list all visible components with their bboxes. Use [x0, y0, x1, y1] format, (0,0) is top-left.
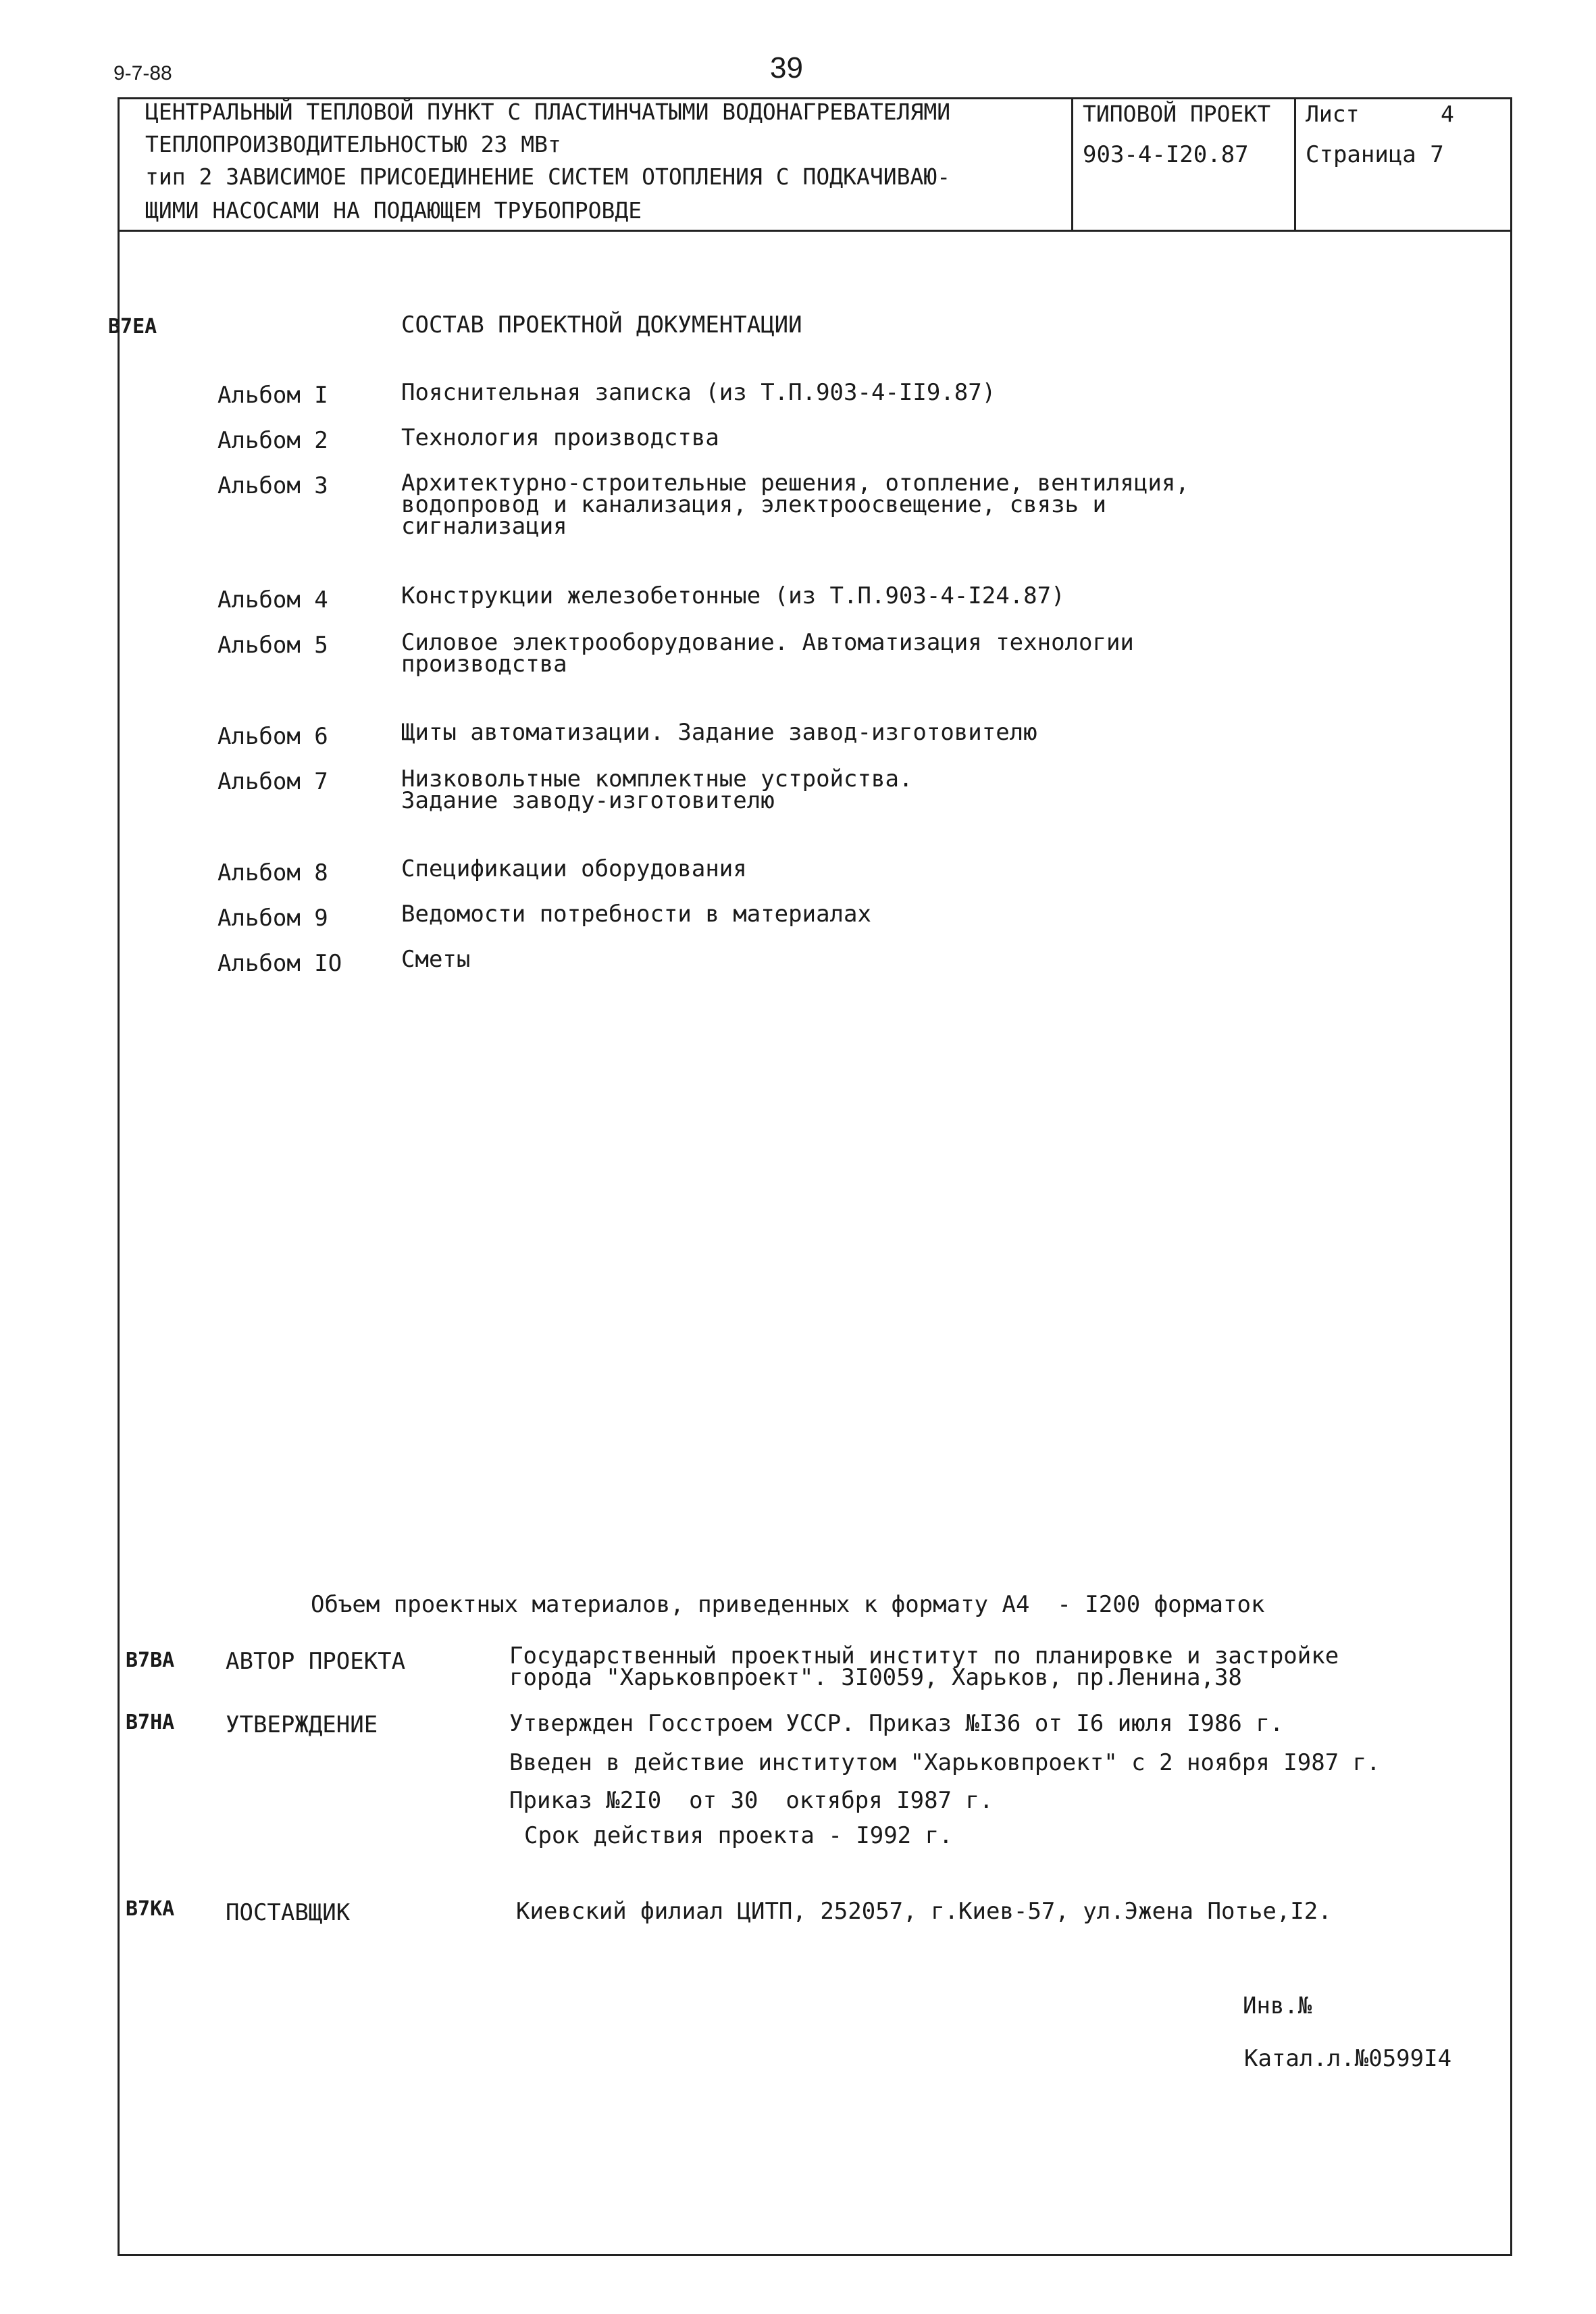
volume-statement: Объем проектных материалов, приведенных к формату А4 - I200 форматок: [311, 1591, 1265, 1618]
album-label: Альбом 7: [217, 768, 328, 795]
album-label: Альбом 9: [217, 905, 328, 932]
title-block: [120, 99, 1510, 232]
author-label: АВТОР ПРОЕКТА: [226, 1648, 406, 1675]
album-label: Альбом 3: [217, 472, 328, 499]
project-label: ТИПОВОЙ ПРОЕКТ: [1083, 101, 1271, 127]
album-description: Пояснительная записка (из Т.П.903-4-II9.87): [401, 379, 996, 406]
document-code: 9-7-88: [113, 62, 172, 84]
album-description: Ведомости потребности в материалах: [401, 901, 871, 928]
album-description: Сметы: [401, 946, 471, 973]
supplier-label: ПОСТАВЩИК: [226, 1899, 351, 1926]
album-description: Силовое электрооборудование. Автоматизация технологии производства: [401, 629, 1134, 678]
approval-line-3: Приказ №2I0 от 30 октября I987 г.: [509, 1787, 994, 1814]
sheet-number: 4: [1441, 101, 1454, 127]
author-code: В7ВА: [126, 1649, 175, 1672]
album-label: Альбом 5: [217, 632, 328, 659]
album-label: Альбом 6: [217, 723, 328, 750]
album-description: Низковольтные комплектные устройства. Задание заводу-изготовителю: [401, 765, 913, 814]
album-description: Щиты автоматизации. Задание завод-изготовителю: [401, 719, 1037, 746]
approval-code: В7НА: [126, 1711, 175, 1734]
album-description: Архитектурно-строительные решения, отопление, вентиляция, водопровод и канализация, электроосвещение, связь и сигнализация: [401, 470, 1189, 540]
album-label: Альбом I: [217, 382, 328, 409]
album-label: Альбом 8: [217, 859, 328, 886]
author-line-1: Государственный проектный институт по планировке и застройке: [509, 1642, 1339, 1669]
album-label: Альбом 2: [217, 427, 328, 454]
project-number: 903-4-I20.87: [1083, 141, 1249, 168]
title-block-project: [1073, 99, 1296, 230]
album-label: Альбом IO: [217, 950, 342, 977]
composition-heading: СОСТАВ ПРОЕКТНОЙ ДОКУМЕНТАЦИИ: [401, 311, 802, 338]
document-frame: [118, 97, 1512, 2256]
approval-line-2: Введен в действие институтом "Харьковпроект" с 2 ноября I987 г.: [509, 1749, 1381, 1776]
album-label: Альбом 4: [217, 586, 328, 613]
sheet-label: Лист: [1306, 101, 1360, 127]
approval-line-4: Срок действия проекта - I992 г.: [524, 1822, 953, 1849]
supplier-code: В7КА: [126, 1897, 175, 1921]
page-number: 39: [770, 51, 803, 84]
album-description: Технология производства: [401, 424, 719, 451]
supplier-text: Киевский филиал ЦИТП, 252057, г.Киев-57, ул.Эжена Потье,I2.: [516, 1898, 1332, 1925]
title-line-2: ТЕПЛОПРОИЗВОДИТЕЛЬНОСТЬЮ 23 МВт: [145, 131, 561, 157]
author-line-2: города "Харьковпроект". 3I0059, Харьков, пр.Ленина,38: [509, 1664, 1242, 1691]
page-label: Страница 7: [1306, 141, 1444, 168]
catalog-number: Катал.л.№0599I4: [1244, 2045, 1452, 2072]
title-line-3: тип 2 ЗАВИСИМОЕ ПРИСОЕДИНЕНИЕ СИСТЕМ ОТОПЛЕНИЯ С ПОДКАЧИВАЮ-: [145, 164, 951, 190]
approval-line-1: Утвержден Госстроем УССР. Приказ №I36 от I6 июля I986 г.: [509, 1710, 1284, 1737]
album-description: Конструкции железобетонные (из Т.П.903-4-I24.87): [401, 582, 1065, 609]
title-block-title: [120, 99, 1073, 230]
title-line-4: ЩИМИ НАСОСАМИ НА ПОДАЮЩЕМ ТРУБОПРОВДЕ: [145, 197, 642, 224]
title-block-sheet: [1296, 99, 1510, 230]
album-description: Спецификации оборудования: [401, 855, 747, 882]
approval-label: УТВЕРЖДЕНИЕ: [226, 1711, 378, 1738]
inventory-label: Инв.№: [1243, 1992, 1312, 2019]
composition-code: В7ЕА: [108, 315, 157, 338]
title-line-1: ЦЕНТРАЛЬНЫЙ ТЕПЛОВОЙ ПУНКТ С ПЛАСТИНЧАТЫМИ ВОДОНАГРЕВАТЕЛЯМИ: [145, 99, 951, 125]
